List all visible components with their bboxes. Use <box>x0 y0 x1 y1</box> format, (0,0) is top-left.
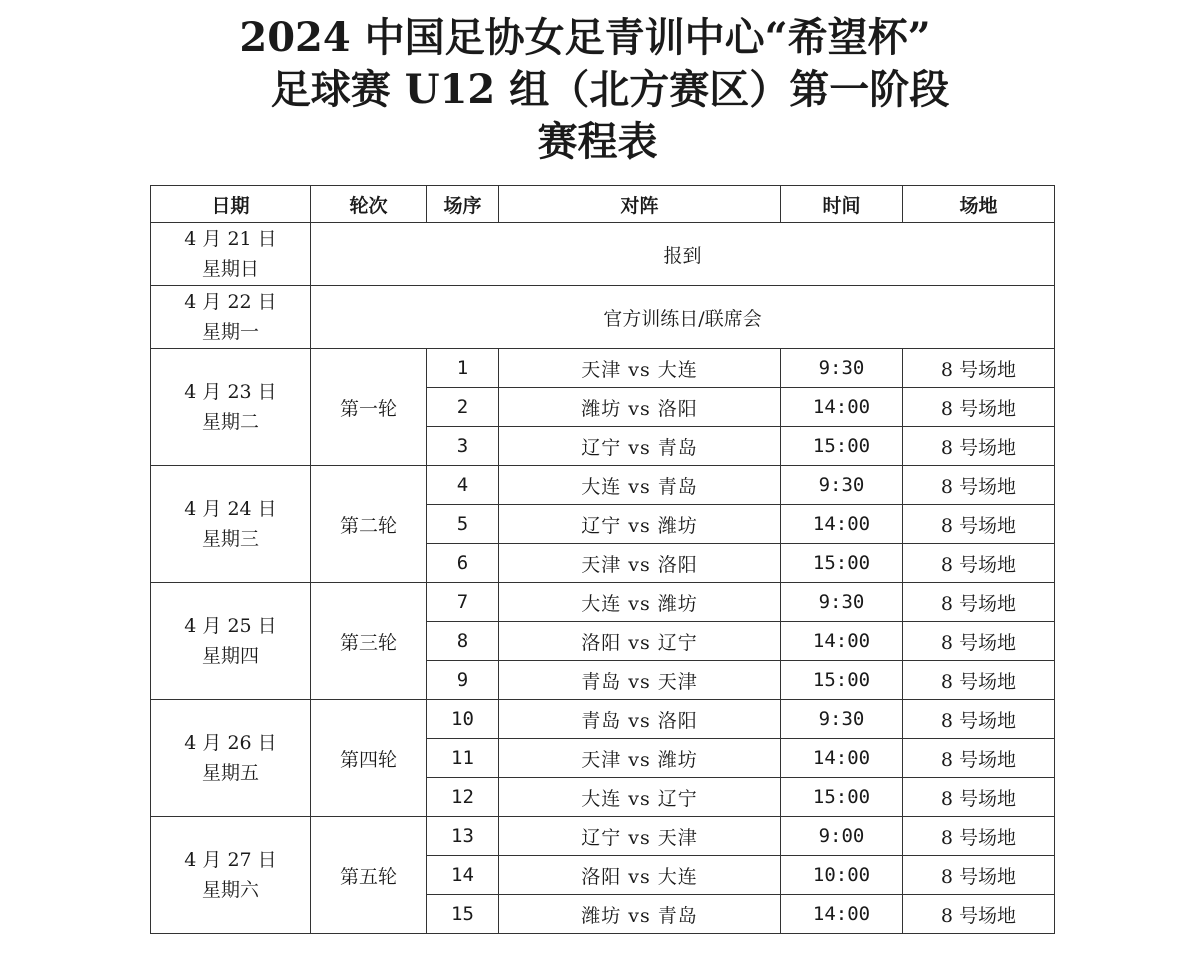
time-cell: 15:00 <box>781 661 903 700</box>
seq-cell: 3 <box>427 427 499 466</box>
seq-cell: 7 <box>427 583 499 622</box>
table-row <box>151 466 1055 505</box>
venue-cell: 8 号场地 <box>903 466 1055 505</box>
header-time: 时间 <box>781 186 903 223</box>
title-line-1: 2024 中国足协女足青训中心“希望杯” <box>239 14 931 61</box>
header-seq: 场序 <box>427 186 499 223</box>
date-text: 4 月 26 日 <box>184 732 277 754</box>
weekday-text: 星期一 <box>201 321 259 343</box>
table-row <box>151 583 1055 622</box>
venue-cell: 8 号场地 <box>903 349 1055 388</box>
round-cell: 第三轮 <box>311 583 427 700</box>
matchup-cell: 辽宁 vs 天津 <box>499 817 781 856</box>
matchup-cell: 天津 vs 大连 <box>499 349 781 388</box>
matchup-cell: 大连 vs 辽宁 <box>499 778 781 817</box>
seq-cell: 4 <box>427 466 499 505</box>
seq-cell: 15 <box>427 895 499 934</box>
time-cell: 14:00 <box>781 505 903 544</box>
title-line-2: 足球赛 U12 组（北方赛区）第一阶段 <box>270 66 950 113</box>
time-cell: 15:00 <box>781 427 903 466</box>
date-cell <box>151 349 311 466</box>
matchup-cell: 大连 vs 青岛 <box>499 466 781 505</box>
date-text: 4 月 23 日 <box>184 381 277 403</box>
weekday-text: 星期六 <box>201 879 259 901</box>
time-cell: 9:30 <box>781 583 903 622</box>
header-row <box>151 186 1055 223</box>
weekday-text: 星期五 <box>201 762 259 784</box>
weekday-text: 星期四 <box>201 645 259 667</box>
title-line-3: 赛程表 <box>537 118 658 165</box>
time-cell: 9:00 <box>781 817 903 856</box>
date-cell <box>151 223 311 286</box>
matchup-cell: 天津 vs 洛阳 <box>499 544 781 583</box>
info-note: 官方训练日/联席会 <box>311 286 1055 349</box>
table-row <box>151 700 1055 739</box>
venue-cell: 8 号场地 <box>903 817 1055 856</box>
matchup-cell: 大连 vs 潍坊 <box>499 583 781 622</box>
header-venue: 场地 <box>903 186 1055 223</box>
venue-cell: 8 号场地 <box>903 700 1055 739</box>
seq-cell: 2 <box>427 388 499 427</box>
time-cell: 9:30 <box>781 466 903 505</box>
matchup-cell: 辽宁 vs 青岛 <box>499 427 781 466</box>
time-cell: 15:00 <box>781 544 903 583</box>
round-cell: 第二轮 <box>311 466 427 583</box>
schedule-table <box>150 185 1055 934</box>
date-cell <box>151 583 311 700</box>
seq-cell: 11 <box>427 739 499 778</box>
matchup-cell: 青岛 vs 天津 <box>499 661 781 700</box>
time-cell: 14:00 <box>781 739 903 778</box>
venue-cell: 8 号场地 <box>903 544 1055 583</box>
seq-cell: 14 <box>427 856 499 895</box>
date-cell <box>151 817 311 934</box>
header-matchup: 对阵 <box>499 186 781 223</box>
matchup-cell: 天津 vs 潍坊 <box>499 739 781 778</box>
seq-cell: 1 <box>427 349 499 388</box>
info-row <box>151 223 1055 286</box>
venue-cell: 8 号场地 <box>903 583 1055 622</box>
time-cell: 14:00 <box>781 895 903 934</box>
time-cell: 9:30 <box>781 349 903 388</box>
date-text: 4 月 21 日 <box>184 228 277 250</box>
weekday-text: 星期日 <box>201 258 259 280</box>
date-text: 4 月 27 日 <box>184 849 277 871</box>
seq-cell: 9 <box>427 661 499 700</box>
matchup-cell: 辽宁 vs 潍坊 <box>499 505 781 544</box>
date-text: 4 月 22 日 <box>184 291 277 313</box>
date-cell <box>151 466 311 583</box>
seq-cell: 13 <box>427 817 499 856</box>
matchup-cell: 青岛 vs 洛阳 <box>499 700 781 739</box>
time-cell: 14:00 <box>781 622 903 661</box>
venue-cell: 8 号场地 <box>903 505 1055 544</box>
time-cell: 14:00 <box>781 388 903 427</box>
weekday-text: 星期二 <box>201 411 259 433</box>
document-title <box>0 12 1200 168</box>
venue-cell: 8 号场地 <box>903 388 1055 427</box>
date-cell <box>151 700 311 817</box>
time-cell: 10:00 <box>781 856 903 895</box>
date-text: 4 月 25 日 <box>184 615 277 637</box>
venue-cell: 8 号场地 <box>903 778 1055 817</box>
info-note: 报到 <box>311 223 1055 286</box>
header-date: 日期 <box>151 186 311 223</box>
matchup-cell: 潍坊 vs 青岛 <box>499 895 781 934</box>
seq-cell: 12 <box>427 778 499 817</box>
venue-cell: 8 号场地 <box>903 739 1055 778</box>
seq-cell: 6 <box>427 544 499 583</box>
round-cell: 第五轮 <box>311 817 427 934</box>
table-row <box>151 817 1055 856</box>
matchup-cell: 洛阳 vs 辽宁 <box>499 622 781 661</box>
header-round: 轮次 <box>311 186 427 223</box>
weekday-text: 星期三 <box>201 528 259 550</box>
round-cell: 第一轮 <box>311 349 427 466</box>
round-cell: 第四轮 <box>311 700 427 817</box>
venue-cell: 8 号场地 <box>903 427 1055 466</box>
seq-cell: 8 <box>427 622 499 661</box>
matchup-cell: 洛阳 vs 大连 <box>499 856 781 895</box>
table-row <box>151 349 1055 388</box>
venue-cell: 8 号场地 <box>903 661 1055 700</box>
date-cell <box>151 286 311 349</box>
seq-cell: 10 <box>427 700 499 739</box>
venue-cell: 8 号场地 <box>903 856 1055 895</box>
time-cell: 9:30 <box>781 700 903 739</box>
venue-cell: 8 号场地 <box>903 895 1055 934</box>
venue-cell: 8 号场地 <box>903 622 1055 661</box>
info-row <box>151 286 1055 349</box>
matchup-cell: 潍坊 vs 洛阳 <box>499 388 781 427</box>
seq-cell: 5 <box>427 505 499 544</box>
time-cell: 15:00 <box>781 778 903 817</box>
date-text: 4 月 24 日 <box>184 498 277 520</box>
